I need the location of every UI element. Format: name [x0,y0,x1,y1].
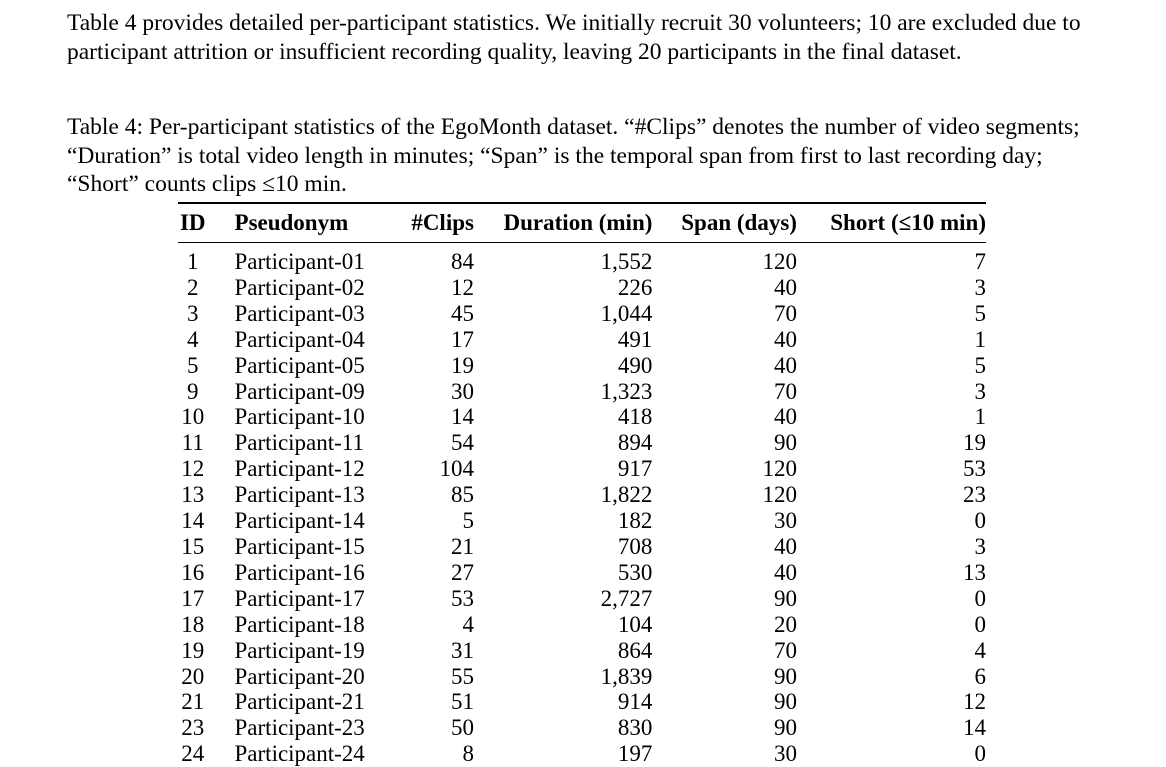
cell-duration: 1,323 [474,379,652,405]
cell-clips: 31 [387,638,474,664]
cell-span: 30 [652,508,797,534]
table-row [178,689,986,715]
cell-short: 13 [797,560,986,586]
cell-duration: 182 [474,508,652,534]
cell-duration: 830 [474,715,652,741]
cell-clips: 45 [387,301,474,327]
cell-short: 0 [797,741,986,767]
cell-id: 9 [178,379,208,405]
cell-pseudonym: Participant-15 [208,534,387,560]
cell-clips: 84 [387,243,474,275]
cell-clips: 53 [387,586,474,612]
cell-pseudonym: Participant-13 [208,482,387,508]
cell-span: 40 [652,534,797,560]
cell-id: 17 [178,586,208,612]
cell-pseudonym: Participant-21 [208,689,387,715]
cell-span: 70 [652,638,797,664]
table-row [178,301,986,327]
cell-duration: 914 [474,689,652,715]
table-row [178,379,986,405]
cell-span: 40 [652,404,797,430]
cell-id: 19 [178,638,208,664]
cell-id: 21 [178,689,208,715]
cell-short: 4 [797,638,986,664]
cell-short: 14 [797,715,986,741]
table-row [178,534,986,560]
cell-clips: 51 [387,689,474,715]
table-row [178,664,986,690]
table-caption: Table 4: Per-participant statistics of the EgoMonth dataset. “#Clips” denotes the number of video segments; “Duration” is total video length in minutes; “Span” is the temporal span from first to last recording day; “Short” counts clips ≤10 min. [67,113,1107,199]
header-id: ID [178,203,208,243]
cell-clips: 5 [387,508,474,534]
cell-span: 20 [652,612,797,638]
cell-duration: 917 [474,456,652,482]
cell-pseudonym: Participant-16 [208,560,387,586]
cell-span: 120 [652,456,797,482]
participant-table-container [178,202,986,767]
header-pseudonym: Pseudonym [208,203,387,243]
cell-pseudonym: Participant-23 [208,715,387,741]
cell-short: 0 [797,508,986,534]
cell-span: 40 [652,353,797,379]
table-row [178,243,986,275]
cell-short: 7 [797,243,986,275]
cell-duration: 894 [474,430,652,456]
cell-duration: 2,727 [474,586,652,612]
cell-duration: 530 [474,560,652,586]
cell-pseudonym: Participant-09 [208,379,387,405]
cell-pseudonym: Participant-18 [208,612,387,638]
cell-pseudonym: Participant-03 [208,301,387,327]
cell-duration: 864 [474,638,652,664]
cell-short: 23 [797,482,986,508]
table-row [178,327,986,353]
intro-paragraph: Table 4 provides detailed per-participant statistics. We initially recruit 30 volunteers; 10 are excluded due to participant attrition or insufficient recording quality, leaving 20 participants in the final dataset. [67,9,1107,67]
cell-duration: 491 [474,327,652,353]
cell-clips: 19 [387,353,474,379]
table-row [178,456,986,482]
cell-pseudonym: Participant-19 [208,638,387,664]
cell-span: 90 [652,715,797,741]
cell-span: 90 [652,689,797,715]
cell-span: 90 [652,586,797,612]
cell-pseudonym: Participant-04 [208,327,387,353]
cell-span: 70 [652,301,797,327]
cell-span: 70 [652,379,797,405]
cell-span: 40 [652,275,797,301]
cell-pseudonym: Participant-12 [208,456,387,482]
cell-id: 18 [178,612,208,638]
cell-clips: 8 [387,741,474,767]
cell-duration: 1,839 [474,664,652,690]
cell-short: 0 [797,586,986,612]
cell-clips: 55 [387,664,474,690]
cell-id: 15 [178,534,208,560]
cell-duration: 418 [474,404,652,430]
cell-pseudonym: Participant-11 [208,430,387,456]
cell-duration: 197 [474,741,652,767]
cell-duration: 708 [474,534,652,560]
cell-id: 20 [178,664,208,690]
cell-pseudonym: Participant-01 [208,243,387,275]
cell-span: 40 [652,327,797,353]
table-row [178,586,986,612]
cell-span: 40 [652,560,797,586]
cell-duration: 490 [474,353,652,379]
table-row [178,741,986,767]
cell-short: 12 [797,689,986,715]
cell-clips: 14 [387,404,474,430]
cell-clips: 50 [387,715,474,741]
table-row [178,430,986,456]
cell-duration: 226 [474,275,652,301]
header-short: Short (≤10 min) [797,203,986,243]
cell-id: 2 [178,275,208,301]
cell-id: 23 [178,715,208,741]
table-header-row [178,203,986,243]
cell-short: 1 [797,404,986,430]
cell-id: 4 [178,327,208,353]
cell-short: 5 [797,301,986,327]
cell-id: 24 [178,741,208,767]
cell-duration: 1,044 [474,301,652,327]
cell-span: 90 [652,430,797,456]
table-row [178,482,986,508]
table-row [178,275,986,301]
cell-span: 30 [652,741,797,767]
cell-id: 11 [178,430,208,456]
cell-duration: 1,822 [474,482,652,508]
cell-pseudonym: Participant-05 [208,353,387,379]
cell-id: 14 [178,508,208,534]
cell-id: 13 [178,482,208,508]
cell-short: 3 [797,534,986,560]
cell-pseudonym: Participant-24 [208,741,387,767]
cell-clips: 17 [387,327,474,353]
cell-clips: 27 [387,560,474,586]
header-duration: Duration (min) [474,203,652,243]
cell-short: 0 [797,612,986,638]
cell-pseudonym: Participant-10 [208,404,387,430]
header-span: Span (days) [652,203,797,243]
table-row [178,715,986,741]
cell-duration: 104 [474,612,652,638]
cell-short: 3 [797,379,986,405]
table-body [178,243,986,767]
cell-clips: 104 [387,456,474,482]
cell-span: 120 [652,243,797,275]
cell-short: 19 [797,430,986,456]
cell-pseudonym: Participant-20 [208,664,387,690]
cell-clips: 4 [387,612,474,638]
table-row [178,612,986,638]
cell-short: 3 [797,275,986,301]
cell-clips: 54 [387,430,474,456]
participant-stats-table [178,202,986,767]
table-row [178,404,986,430]
cell-id: 12 [178,456,208,482]
table-row [178,560,986,586]
table-row [178,353,986,379]
cell-clips: 85 [387,482,474,508]
cell-id: 10 [178,404,208,430]
cell-id: 16 [178,560,208,586]
header-clips: #Clips [387,203,474,243]
cell-short: 5 [797,353,986,379]
cell-duration: 1,552 [474,243,652,275]
cell-short: 6 [797,664,986,690]
table-row [178,508,986,534]
cell-span: 120 [652,482,797,508]
cell-short: 53 [797,456,986,482]
cell-clips: 30 [387,379,474,405]
cell-pseudonym: Participant-17 [208,586,387,612]
table-row [178,638,986,664]
cell-clips: 21 [387,534,474,560]
cell-span: 90 [652,664,797,690]
cell-id: 5 [178,353,208,379]
cell-id: 1 [178,243,208,275]
cell-id: 3 [178,301,208,327]
cell-pseudonym: Participant-02 [208,275,387,301]
cell-pseudonym: Participant-14 [208,508,387,534]
cell-clips: 12 [387,275,474,301]
cell-short: 1 [797,327,986,353]
